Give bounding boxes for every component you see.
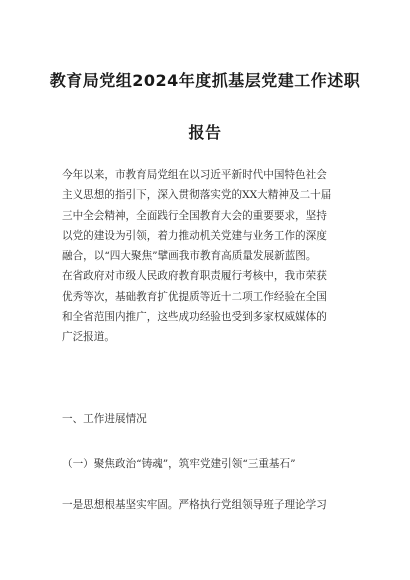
tail-paragraph-line: 一是思想根基坚实牢固。严格执行党组领导班子理论学习	[62, 499, 327, 511]
paragraph-line: 广泛报道。	[62, 331, 115, 344]
paragraph-line: 主义思想的指引下，深入贯彻落实党的XX大精神及二十届	[62, 189, 332, 202]
paragraph-line: 在省政府对市级人民政府教育职责履行考核中，我市荣获	[62, 270, 327, 283]
paragraph-line: 融合，以“四大聚焦”擘画我市教育高质量发展新蓝图。	[62, 250, 317, 263]
intro-paragraph	[62, 165, 362, 348]
section-heading: 一、工作进展情况	[62, 413, 147, 425]
paragraph-line: 优秀等次，基础教育扩优提质等近十二项工作经验在全国	[62, 290, 327, 303]
paragraph-line: 和全省范围内推广，这些成功经验也受到多家权威媒体的	[62, 311, 327, 324]
paragraph-line: 今年以来，市教育局党组在以习近平新时代中国特色社会	[62, 169, 327, 181]
paragraph-line: 以党的建设为引领，着力推动机关党建与业务工作的深度	[62, 229, 327, 242]
document-title-line-1: 教育局党组2024年度抓基层党建工作述职	[49, 71, 361, 90]
subsection-heading: （一）聚焦政治“铸魂”，筑牢党建引领“三重基石”	[62, 458, 296, 470]
paragraph-line: 三中全会精神，全面践行全国教育大会的重要要求，坚持	[62, 209, 327, 222]
document-title-line-2: 报告	[188, 123, 222, 142]
